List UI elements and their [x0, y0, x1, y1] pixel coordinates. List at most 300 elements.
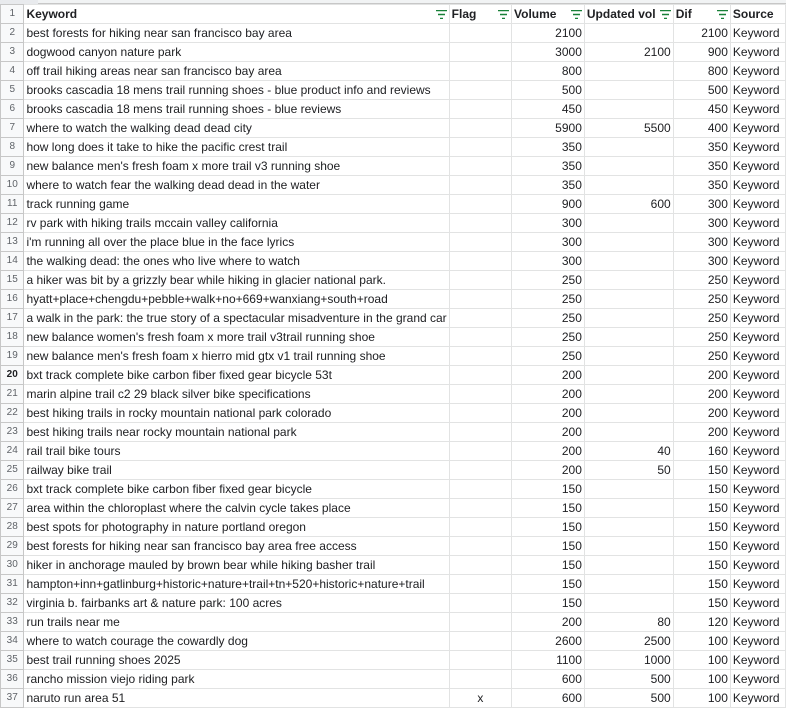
- row-number[interactable]: 28: [1, 518, 24, 537]
- table-row: [1, 404, 786, 423]
- row-number[interactable]: 16: [1, 290, 24, 309]
- row-number[interactable]: 35: [1, 651, 24, 670]
- cell-keyword[interactable]: hampton+inn+gatlinburg+historic+nature+trail+tn+520+historic+nature+trail: [24, 575, 449, 594]
- cell-keyword[interactable]: marin alpine trail c2 29 black silver bike specifications: [24, 385, 449, 404]
- cell-flag[interactable]: [449, 575, 511, 594]
- table-row: [1, 366, 786, 385]
- cell-flag[interactable]: [449, 385, 511, 404]
- row-number[interactable]: 23: [1, 423, 24, 442]
- cell-dif[interactable]: 100: [673, 689, 730, 708]
- table-row: [1, 309, 786, 328]
- row-number[interactable]: 12: [1, 214, 24, 233]
- cell-dif[interactable]: 150: [673, 480, 730, 499]
- cell-updated[interactable]: [584, 271, 673, 290]
- cell-volume[interactable]: 1100: [512, 651, 585, 670]
- row-number[interactable]: 19: [1, 347, 24, 366]
- table-row: [1, 176, 786, 195]
- cell-updated[interactable]: [584, 233, 673, 252]
- cell-updated[interactable]: [584, 385, 673, 404]
- cell-dif[interactable]: 250: [673, 328, 730, 347]
- table-row: [1, 480, 786, 499]
- cell-updated[interactable]: [584, 214, 673, 233]
- filter-icon[interactable]: [436, 10, 447, 19]
- cell-flag[interactable]: [449, 404, 511, 423]
- cell-source[interactable]: Keyword: [730, 271, 785, 290]
- cell-keyword[interactable]: where to watch courage the cowardly dog: [24, 632, 449, 651]
- cell-keyword[interactable]: the walking dead: the ones who live where to watch: [24, 252, 449, 271]
- cell-volume[interactable]: 300: [512, 214, 585, 233]
- cell-volume[interactable]: 250: [512, 328, 585, 347]
- row-number[interactable]: 25: [1, 461, 24, 480]
- cell-source[interactable]: Keyword: [730, 195, 785, 214]
- cell-source[interactable]: Keyword: [730, 632, 785, 651]
- table-row: [1, 233, 786, 252]
- cell-updated[interactable]: [584, 138, 673, 157]
- cell-updated[interactable]: [584, 24, 673, 43]
- row-number[interactable]: 1: [1, 5, 24, 24]
- cell-source[interactable]: Keyword: [730, 81, 785, 100]
- cell-flag[interactable]: [449, 423, 511, 442]
- row-number[interactable]: 21: [1, 385, 24, 404]
- cell-flag[interactable]: [449, 518, 511, 537]
- cell-source[interactable]: Keyword: [730, 119, 785, 138]
- header-cell-volume[interactable]: [512, 5, 585, 24]
- header-label: Source: [732, 7, 774, 21]
- cell-keyword[interactable]: where to watch the walking dead dead city: [24, 119, 449, 138]
- cell-dif[interactable]: 300: [673, 214, 730, 233]
- cell-flag[interactable]: [449, 480, 511, 499]
- header-cell-dif[interactable]: [673, 5, 730, 24]
- cell-keyword[interactable]: best trail running shoes 2025: [24, 651, 449, 670]
- table-row: [1, 214, 786, 233]
- row-number[interactable]: 37: [1, 689, 24, 708]
- cell-flag[interactable]: [449, 328, 511, 347]
- cell-source[interactable]: Keyword: [730, 43, 785, 62]
- cell-volume[interactable]: 150: [512, 537, 585, 556]
- table-row: [1, 423, 786, 442]
- cell-updated[interactable]: 5500: [584, 119, 673, 138]
- cell-source[interactable]: Keyword: [730, 613, 785, 632]
- cell-updated[interactable]: [584, 157, 673, 176]
- cell-keyword[interactable]: run trails near me: [24, 613, 449, 632]
- cell-dif[interactable]: 800: [673, 62, 730, 81]
- cell-dif[interactable]: 300: [673, 252, 730, 271]
- cell-flag[interactable]: [449, 290, 511, 309]
- cell-source[interactable]: Keyword: [730, 442, 785, 461]
- cell-volume[interactable]: 150: [512, 499, 585, 518]
- cell-dif[interactable]: 200: [673, 385, 730, 404]
- cell-keyword[interactable]: off trail hiking areas near san francisco bay area: [24, 62, 449, 81]
- table-row: [1, 195, 786, 214]
- cell-source[interactable]: Keyword: [730, 404, 785, 423]
- cell-keyword[interactable]: new balance men's fresh foam x more trail v3 running shoe: [24, 157, 449, 176]
- row-number[interactable]: 4: [1, 62, 24, 81]
- cell-keyword[interactable]: best spots for photography in nature portland oregon: [24, 518, 449, 537]
- table-row: [1, 537, 786, 556]
- row-number[interactable]: 26: [1, 480, 24, 499]
- table-row: [1, 347, 786, 366]
- cell-updated[interactable]: [584, 575, 673, 594]
- cell-volume[interactable]: 600: [512, 689, 585, 708]
- cell-flag[interactable]: [449, 537, 511, 556]
- cell-source[interactable]: Keyword: [730, 480, 785, 499]
- cell-updated[interactable]: [584, 404, 673, 423]
- cell-volume[interactable]: 200: [512, 385, 585, 404]
- data-table: [0, 4, 786, 708]
- cell-keyword[interactable]: where to watch fear the walking dead dead in the water: [24, 176, 449, 195]
- header-row: [1, 5, 786, 24]
- cell-dif[interactable]: 120: [673, 613, 730, 632]
- cell-updated[interactable]: 2100: [584, 43, 673, 62]
- row-number[interactable]: 33: [1, 613, 24, 632]
- cell-volume[interactable]: 150: [512, 556, 585, 575]
- cell-volume[interactable]: 600: [512, 670, 585, 689]
- cell-updated[interactable]: [584, 328, 673, 347]
- table-row: [1, 670, 786, 689]
- header-label: Volume: [514, 7, 557, 21]
- cell-flag[interactable]: [449, 157, 511, 176]
- cell-updated[interactable]: [584, 594, 673, 613]
- cell-keyword[interactable]: a walk in the park: the true story of a spectacular misadventure in the grand car: [24, 309, 449, 328]
- cell-updated[interactable]: 50: [584, 461, 673, 480]
- table-row: [1, 632, 786, 651]
- cell-source[interactable]: Keyword: [730, 157, 785, 176]
- row-number[interactable]: 34: [1, 632, 24, 651]
- cell-dif[interactable]: 500: [673, 81, 730, 100]
- cell-volume[interactable]: 500: [512, 81, 585, 100]
- cell-keyword[interactable]: best hiking trails in rocky mountain national park colorado: [24, 404, 449, 423]
- cell-dif[interactable]: 250: [673, 309, 730, 328]
- cell-keyword[interactable]: new balance women's fresh foam x more trail v3trail running shoe: [24, 328, 449, 347]
- cell-updated[interactable]: [584, 366, 673, 385]
- cell-updated[interactable]: [584, 347, 673, 366]
- table-row: [1, 442, 786, 461]
- cell-dif[interactable]: 150: [673, 594, 730, 613]
- cell-volume[interactable]: 150: [512, 480, 585, 499]
- row-number[interactable]: 13: [1, 233, 24, 252]
- cell-flag[interactable]: [449, 347, 511, 366]
- row-number[interactable]: 29: [1, 537, 24, 556]
- cell-flag[interactable]: [449, 613, 511, 632]
- cell-source[interactable]: Keyword: [730, 138, 785, 157]
- cell-dif[interactable]: 300: [673, 195, 730, 214]
- row-number[interactable]: 3: [1, 43, 24, 62]
- table-row: [1, 138, 786, 157]
- header-cell-updated[interactable]: [584, 5, 673, 24]
- cell-source[interactable]: Keyword: [730, 556, 785, 575]
- row-number[interactable]: 10: [1, 176, 24, 195]
- cell-source[interactable]: Keyword: [730, 328, 785, 347]
- cell-keyword[interactable]: how long does it take to hike the pacific crest trail: [24, 138, 449, 157]
- cell-dif[interactable]: 100: [673, 632, 730, 651]
- cell-keyword[interactable]: best forests for hiking near san francisco bay area: [24, 24, 449, 43]
- cell-volume[interactable]: 2100: [512, 24, 585, 43]
- cell-updated[interactable]: [584, 81, 673, 100]
- cell-flag[interactable]: [449, 195, 511, 214]
- row-number[interactable]: 7: [1, 119, 24, 138]
- cell-source[interactable]: Keyword: [730, 537, 785, 556]
- cell-keyword[interactable]: rancho mission viejo riding park: [24, 670, 449, 689]
- cell-keyword[interactable]: naruto run area 51: [24, 689, 449, 708]
- row-number[interactable]: 5: [1, 81, 24, 100]
- cell-source[interactable]: Keyword: [730, 100, 785, 119]
- cell-flag[interactable]: x: [449, 689, 511, 708]
- cell-dif[interactable]: 100: [673, 670, 730, 689]
- cell-updated[interactable]: [584, 518, 673, 537]
- cell-flag[interactable]: [449, 594, 511, 613]
- cell-dif[interactable]: 2100: [673, 24, 730, 43]
- cell-source[interactable]: Keyword: [730, 461, 785, 480]
- cell-volume[interactable]: 200: [512, 404, 585, 423]
- cell-source[interactable]: Keyword: [730, 575, 785, 594]
- cell-source[interactable]: Keyword: [730, 651, 785, 670]
- cell-volume[interactable]: 150: [512, 594, 585, 613]
- table-row: [1, 461, 786, 480]
- table-row: [1, 271, 786, 290]
- cell-volume[interactable]: 900: [512, 195, 585, 214]
- cell-flag[interactable]: [449, 81, 511, 100]
- cell-keyword[interactable]: brooks cascadia 18 mens trail running shoes - blue product info and reviews: [24, 81, 449, 100]
- cell-source[interactable]: Keyword: [730, 423, 785, 442]
- cell-keyword[interactable]: rv park with hiking trails mccain valley california: [24, 214, 449, 233]
- cell-flag[interactable]: [449, 176, 511, 195]
- cell-dif[interactable]: 250: [673, 271, 730, 290]
- cell-flag[interactable]: [449, 119, 511, 138]
- cell-flag[interactable]: [449, 24, 511, 43]
- cell-dif[interactable]: 150: [673, 518, 730, 537]
- cell-dif[interactable]: 200: [673, 423, 730, 442]
- cell-source[interactable]: Keyword: [730, 214, 785, 233]
- cell-keyword[interactable]: brooks cascadia 18 mens trail running shoes - blue reviews: [24, 100, 449, 119]
- cell-volume[interactable]: 250: [512, 290, 585, 309]
- cell-flag[interactable]: [449, 670, 511, 689]
- cell-source[interactable]: Keyword: [730, 233, 785, 252]
- cell-volume[interactable]: 250: [512, 271, 585, 290]
- cell-updated[interactable]: [584, 252, 673, 271]
- cell-dif[interactable]: 350: [673, 138, 730, 157]
- filter-icon[interactable]: [571, 10, 582, 19]
- cell-updated[interactable]: [584, 176, 673, 195]
- cell-dif[interactable]: 250: [673, 347, 730, 366]
- cell-dif[interactable]: 200: [673, 366, 730, 385]
- cell-updated[interactable]: 500: [584, 670, 673, 689]
- cell-volume[interactable]: 200: [512, 442, 585, 461]
- row-number[interactable]: 18: [1, 328, 24, 347]
- cell-updated[interactable]: 600: [584, 195, 673, 214]
- cell-volume[interactable]: 200: [512, 423, 585, 442]
- cell-flag[interactable]: [449, 309, 511, 328]
- cell-keyword[interactable]: virginia b. fairbanks art & nature park: 100 acres: [24, 594, 449, 613]
- cell-updated[interactable]: 2500: [584, 632, 673, 651]
- cell-dif[interactable]: 300: [673, 233, 730, 252]
- table-row: [1, 100, 786, 119]
- row-number[interactable]: 14: [1, 252, 24, 271]
- cell-volume[interactable]: 450: [512, 100, 585, 119]
- row-number[interactable]: 8: [1, 138, 24, 157]
- cell-source[interactable]: Keyword: [730, 252, 785, 271]
- table-row: [1, 499, 786, 518]
- cell-keyword[interactable]: hyatt+place+chengdu+pebble+walk+no+669+wanxiang+south+road: [24, 290, 449, 309]
- cell-flag[interactable]: [449, 271, 511, 290]
- cell-updated[interactable]: [584, 309, 673, 328]
- cell-volume[interactable]: 250: [512, 309, 585, 328]
- cell-updated[interactable]: [584, 556, 673, 575]
- cell-flag[interactable]: [449, 442, 511, 461]
- cell-keyword[interactable]: dogwood canyon nature park: [24, 43, 449, 62]
- cell-flag[interactable]: [449, 252, 511, 271]
- row-number[interactable]: 22: [1, 404, 24, 423]
- header-cell-keyword[interactable]: [24, 5, 449, 24]
- cell-flag[interactable]: [449, 233, 511, 252]
- header-cell-source[interactable]: [730, 5, 785, 24]
- cell-keyword[interactable]: best forests for hiking near san francisco bay area free access: [24, 537, 449, 556]
- row-number[interactable]: 6: [1, 100, 24, 119]
- cell-flag[interactable]: [449, 138, 511, 157]
- row-number[interactable]: 24: [1, 442, 24, 461]
- cell-source[interactable]: Keyword: [730, 670, 785, 689]
- cell-source[interactable]: Keyword: [730, 499, 785, 518]
- cell-dif[interactable]: 350: [673, 176, 730, 195]
- row-number[interactable]: 9: [1, 157, 24, 176]
- cell-source[interactable]: Keyword: [730, 366, 785, 385]
- cell-keyword[interactable]: i'm running all over the place blue in the face lyrics: [24, 233, 449, 252]
- cell-updated[interactable]: 500: [584, 689, 673, 708]
- cell-updated[interactable]: [584, 423, 673, 442]
- cell-volume[interactable]: 300: [512, 233, 585, 252]
- cell-dif[interactable]: 350: [673, 157, 730, 176]
- cell-dif[interactable]: 400: [673, 119, 730, 138]
- cell-flag[interactable]: [449, 556, 511, 575]
- cell-dif[interactable]: 150: [673, 556, 730, 575]
- cell-updated[interactable]: 1000: [584, 651, 673, 670]
- table-row: [1, 613, 786, 632]
- table-row: [1, 556, 786, 575]
- cell-volume[interactable]: 800: [512, 62, 585, 81]
- table-row: [1, 157, 786, 176]
- table-row: [1, 575, 786, 594]
- cell-dif[interactable]: 150: [673, 537, 730, 556]
- cell-volume[interactable]: 150: [512, 518, 585, 537]
- cell-volume[interactable]: 200: [512, 461, 585, 480]
- table-row: [1, 290, 786, 309]
- cell-keyword[interactable]: best hiking trails near rocky mountain national park: [24, 423, 449, 442]
- table-row: [1, 328, 786, 347]
- cell-flag[interactable]: [449, 632, 511, 651]
- cell-volume[interactable]: 150: [512, 575, 585, 594]
- cell-updated[interactable]: [584, 290, 673, 309]
- row-number[interactable]: 11: [1, 195, 24, 214]
- cell-dif[interactable]: 150: [673, 575, 730, 594]
- cell-source[interactable]: Keyword: [730, 689, 785, 708]
- cell-volume[interactable]: 300: [512, 252, 585, 271]
- cell-volume[interactable]: 200: [512, 613, 585, 632]
- cell-source[interactable]: Keyword: [730, 290, 785, 309]
- cell-updated[interactable]: 80: [584, 613, 673, 632]
- table-row: [1, 594, 786, 613]
- cell-volume[interactable]: 250: [512, 347, 585, 366]
- filter-icon[interactable]: [498, 10, 509, 19]
- cell-flag[interactable]: [449, 62, 511, 81]
- cell-source[interactable]: Keyword: [730, 24, 785, 43]
- cell-flag[interactable]: [449, 461, 511, 480]
- cell-source[interactable]: Keyword: [730, 518, 785, 537]
- row-number[interactable]: 36: [1, 670, 24, 689]
- cell-dif[interactable]: 160: [673, 442, 730, 461]
- row-number[interactable]: 30: [1, 556, 24, 575]
- cell-volume[interactable]: 350: [512, 138, 585, 157]
- cell-volume[interactable]: 200: [512, 366, 585, 385]
- cell-volume[interactable]: 350: [512, 157, 585, 176]
- cell-flag[interactable]: [449, 651, 511, 670]
- header-label: Flag: [451, 7, 477, 21]
- cell-source[interactable]: Keyword: [730, 347, 785, 366]
- cell-dif[interactable]: 150: [673, 499, 730, 518]
- cell-dif[interactable]: 900: [673, 43, 730, 62]
- header-cell-flag[interactable]: [449, 5, 511, 24]
- filter-icon[interactable]: [717, 10, 728, 19]
- cell-flag[interactable]: [449, 43, 511, 62]
- row-number[interactable]: 15: [1, 271, 24, 290]
- cell-source[interactable]: Keyword: [730, 309, 785, 328]
- cell-flag[interactable]: [449, 214, 511, 233]
- cell-updated[interactable]: [584, 62, 673, 81]
- cell-dif[interactable]: 200: [673, 404, 730, 423]
- cell-updated[interactable]: [584, 100, 673, 119]
- cell-source[interactable]: Keyword: [730, 385, 785, 404]
- cell-updated[interactable]: 40: [584, 442, 673, 461]
- table-row: [1, 24, 786, 43]
- cell-updated[interactable]: [584, 537, 673, 556]
- table-row: [1, 689, 786, 708]
- cell-keyword[interactable]: bxt track complete bike carbon fiber fixed gear bicycle: [24, 480, 449, 499]
- cell-dif[interactable]: 150: [673, 461, 730, 480]
- row-number[interactable]: 31: [1, 575, 24, 594]
- cell-keyword[interactable]: railway bike trail: [24, 461, 449, 480]
- header-label: Keyword: [26, 7, 78, 21]
- cell-keyword[interactable]: rail trail bike tours: [24, 442, 449, 461]
- cell-keyword[interactable]: hiker in anchorage mauled by brown bear while hiking basher trail: [24, 556, 449, 575]
- cell-volume[interactable]: 3000: [512, 43, 585, 62]
- cell-keyword[interactable]: area within the chloroplast where the calvin cycle takes place: [24, 499, 449, 518]
- filter-icon[interactable]: [660, 10, 671, 19]
- row-number[interactable]: 27: [1, 499, 24, 518]
- cell-keyword[interactable]: bxt track complete bike carbon fiber fixed gear bicycle 53t: [24, 366, 449, 385]
- cell-source[interactable]: Keyword: [730, 62, 785, 81]
- cell-source[interactable]: Keyword: [730, 594, 785, 613]
- cell-keyword[interactable]: new balance men's fresh foam x hierro mid gtx v1 trail running shoe: [24, 347, 449, 366]
- cell-keyword[interactable]: track running game: [24, 195, 449, 214]
- cell-updated[interactable]: [584, 480, 673, 499]
- cell-volume[interactable]: 350: [512, 176, 585, 195]
- cell-flag[interactable]: [449, 366, 511, 385]
- cell-dif[interactable]: 100: [673, 651, 730, 670]
- cell-dif[interactable]: 250: [673, 290, 730, 309]
- cell-flag[interactable]: [449, 499, 511, 518]
- cell-source[interactable]: Keyword: [730, 176, 785, 195]
- cell-flag[interactable]: [449, 100, 511, 119]
- table-row: [1, 43, 786, 62]
- row-number[interactable]: 20: [1, 366, 24, 385]
- cell-volume[interactable]: 5900: [512, 119, 585, 138]
- cell-volume[interactable]: 2600: [512, 632, 585, 651]
- cell-updated[interactable]: [584, 499, 673, 518]
- row-number[interactable]: 17: [1, 309, 24, 328]
- cell-keyword[interactable]: a hiker was bit by a grizzly bear while hiking in glacier national park.: [24, 271, 449, 290]
- table-row: [1, 119, 786, 138]
- row-number[interactable]: 2: [1, 24, 24, 43]
- row-number[interactable]: 32: [1, 594, 24, 613]
- cell-dif[interactable]: 450: [673, 100, 730, 119]
